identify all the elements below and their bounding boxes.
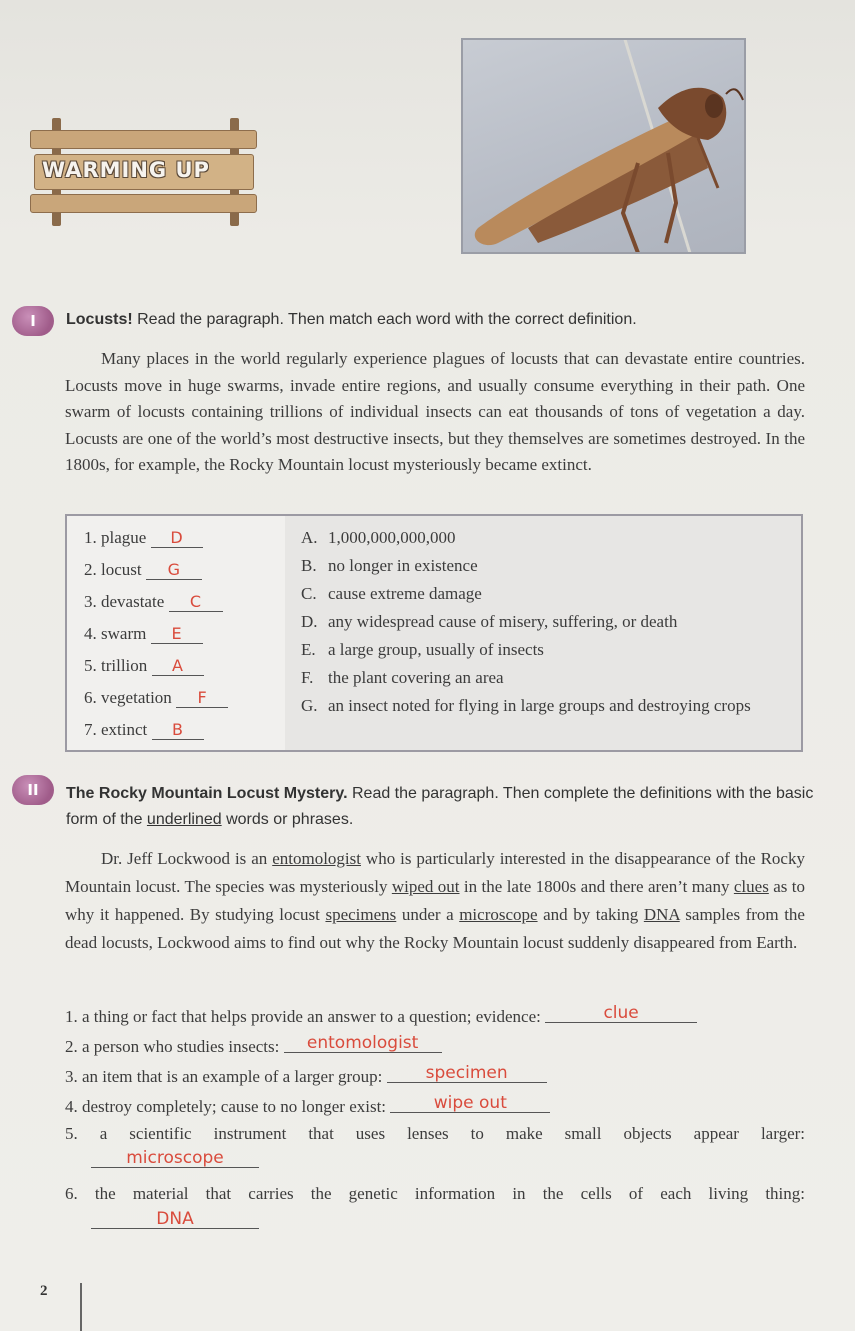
paragraph-locusts: Many places in the world regularly experience plagues of locusts that can devastate entire countries. Locusts move in huge swarms, invade entire regions, and usually consume everything in their path. One swarm of locusts containing trillions of individual insects can eat thousands of tons of vegetation a day. Locusts are one of the world’s most destructive insects, but they themselves are sometimes destroyed. In the 1800s, for example, the Rocky Mountain locust mysteriously became extinct. <box>65 349 805 474</box>
section-heading-1 <box>66 311 826 329</box>
definition-item: B. no longer in existence <box>301 556 478 575</box>
answer-blank[interactable]: entomologist <box>284 1034 442 1053</box>
answer-blank[interactable]: wipe out <box>390 1094 550 1113</box>
definition-item: G. an insect noted for flying in large groups and destroying crops <box>301 696 751 715</box>
definition-item: D. any widespread cause of misery, suffering, or death <box>301 612 678 631</box>
section-instruction-2a: Read the paragraph. Then complete the definitions with the basic form of the <box>66 785 814 828</box>
section-instruction-2u: underlined <box>146 811 222 828</box>
answer-blank[interactable]: G <box>146 561 202 580</box>
section-badge-2: II <box>12 775 54 805</box>
locust-photo <box>461 38 746 254</box>
section-instruction-1: Read the paragraph. Then match each word with the correct definition. <box>137 311 637 328</box>
underlined-word: microscope <box>459 905 538 924</box>
section-title-2: The Rocky Mountain Locust Mystery. <box>66 785 348 802</box>
answer-blank[interactable]: clue <box>545 1004 697 1023</box>
answer-blank[interactable]: E <box>151 625 203 644</box>
page-number: 2 <box>40 1283 48 1299</box>
answer-blank[interactable]: C <box>169 593 223 612</box>
word-item: 3. devastate C <box>84 592 223 612</box>
answer-blank[interactable]: B <box>152 721 204 740</box>
underlined-word: DNA <box>643 905 680 924</box>
word-item: 6. vegetation F <box>84 688 228 708</box>
word-item: 7. extinct B <box>84 720 204 740</box>
definition-answer-row <box>65 1149 805 1172</box>
section-instruction-2b: words or phrases. <box>221 811 354 828</box>
underlined-word: clues <box>733 877 769 896</box>
answer-blank[interactable]: specimen <box>387 1064 547 1083</box>
word-item: 4. swarm E <box>84 624 203 644</box>
section-badge-1: I <box>12 306 54 336</box>
locust-illustration-icon <box>461 38 746 254</box>
section-heading-2 <box>66 781 826 833</box>
underlined-word: wiped out <box>391 877 460 896</box>
definition-question: 2. a person who studies insects: entomologist <box>65 1034 805 1057</box>
definition-question: 5. a scientific instrument that uses lenses to make small objects appear larger: <box>65 1124 805 1143</box>
definition-question: 6. the material that carries the genetic information in the cells of each living thing: <box>65 1184 805 1203</box>
warming-up-sign <box>30 118 255 226</box>
answer-blank[interactable]: A <box>152 657 204 676</box>
underlined-word: specimens <box>325 905 397 924</box>
answer-blank[interactable]: DNA <box>91 1210 259 1229</box>
word-item: 5. trillion A <box>84 656 204 676</box>
definition-item: E. a large group, usually of insects <box>301 640 544 659</box>
answer-blank[interactable]: F <box>176 689 228 708</box>
word-item: 2. locust G <box>84 560 202 580</box>
sign-title: WARMING UP <box>42 158 210 182</box>
definition-question: 3. an item that is an example of a larger group: specimen <box>65 1064 805 1087</box>
answer-blank[interactable]: D <box>151 529 203 548</box>
definition-question: 4. destroy completely; cause to no longer exist: wipe out <box>65 1094 805 1117</box>
answer-blank[interactable]: microscope <box>91 1149 259 1168</box>
underlined-word: entomologist <box>272 849 361 868</box>
definition-answer-row <box>65 1210 805 1233</box>
paragraph-mystery: Dr. Jeff Lockwood is an entomologist who is particularly interested in the disappearance of the Rocky Mountain locust. The species was mysteriously wiped out in the late 1800s and there aren’t many clues as to why it happened. By studying locust specimens under a microscope and by taking DNA samples from the dead locusts, Lockwood aims to find out why the Rocky Mountain locust suddenly disappeared from Earth. <box>65 849 805 952</box>
word-item: 1. plague D <box>84 528 203 548</box>
definition-item: F. the plant covering an area <box>301 668 504 687</box>
sign-plank-bottom <box>30 194 257 213</box>
section-title-1: Locusts! <box>66 311 133 328</box>
definition-item: C. cause extreme damage <box>301 584 482 603</box>
page-divider <box>80 1283 82 1331</box>
definition-item: A. 1,000,000,000,000 <box>301 528 456 547</box>
definition-question: 1. a thing or fact that helps provide an answer to a question; evidence: clue <box>65 1004 805 1027</box>
matching-box <box>65 514 803 752</box>
sign-plank-top <box>30 130 257 149</box>
